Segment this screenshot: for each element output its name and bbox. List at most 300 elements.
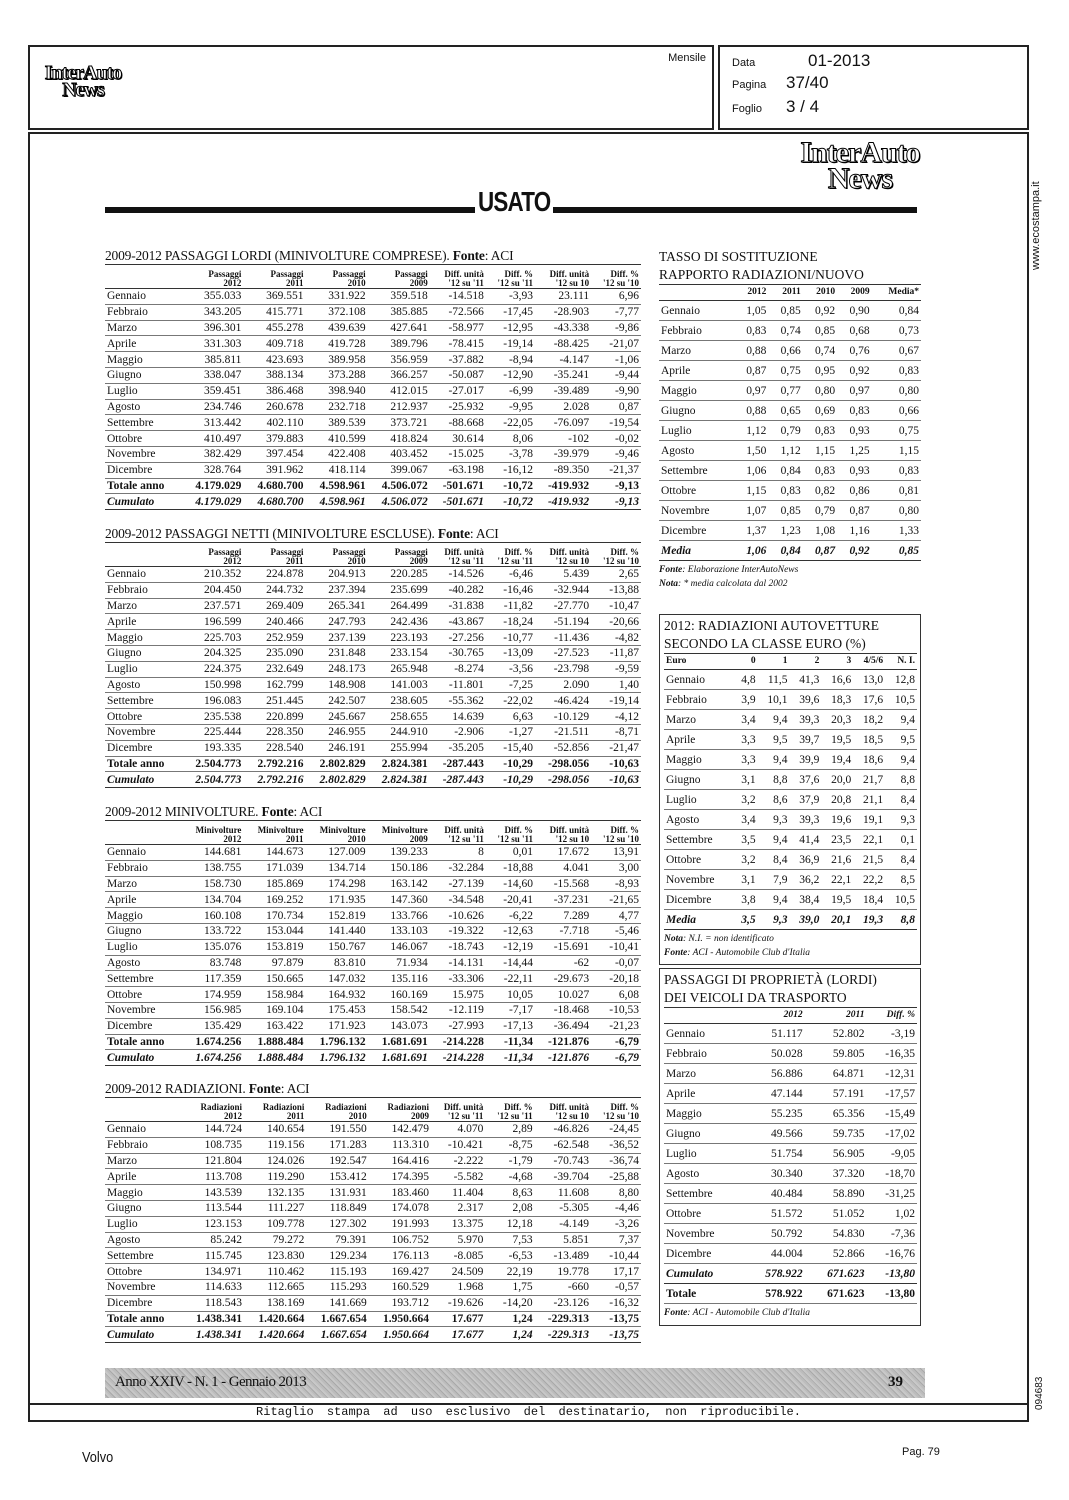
table-cell: -12,63 <box>503 925 534 938</box>
table-cell: Gennaio <box>661 304 700 317</box>
table-cell: 4,77 <box>618 909 639 922</box>
interauto-news-logo-large: InterAuto News <box>800 136 920 195</box>
table-cell: 83.748 <box>209 956 242 969</box>
table-cell: 153.819 <box>266 941 304 954</box>
table-cell: -27.993 <box>448 1020 484 1033</box>
table-cell: Media <box>666 913 697 926</box>
table-cell: 1,23 <box>780 524 801 537</box>
table-cell: 1.420.664 <box>258 1328 305 1341</box>
table-cell: -58.977 <box>448 321 484 334</box>
column-header: 2009 <box>850 287 870 298</box>
table-cell: 578.922 <box>765 1267 803 1280</box>
table-cell: 65.356 <box>832 1107 865 1120</box>
column-header: Minivolture 2009 <box>381 825 428 844</box>
table-cell: 191.550 <box>329 1123 367 1136</box>
table-cell: -43.338 <box>553 321 590 334</box>
table-cell: Luglio <box>107 385 138 398</box>
table-cell: -15.025 <box>448 448 484 461</box>
table-cell: 113.708 <box>205 1170 242 1183</box>
table-cell: 418.824 <box>390 432 428 445</box>
meta-value: 37/40 <box>786 73 829 92</box>
table-cell: 0,87 <box>815 544 836 557</box>
table-cell: -19,14 <box>609 694 639 707</box>
table-cell: 193.712 <box>391 1297 430 1310</box>
table-cell: 134.714 <box>328 862 366 875</box>
table-cell: 158.730 <box>204 877 242 890</box>
table-cell: Gennaio <box>107 1123 146 1136</box>
table-cell: 51.052 <box>832 1207 865 1220</box>
column-header: 4/5/6 <box>863 656 884 667</box>
table-cell: 47.144 <box>770 1087 803 1100</box>
table-cell: 260.678 <box>266 400 304 413</box>
table-cell: Settembre <box>666 1187 713 1200</box>
table-cell: -7,25 <box>509 678 534 691</box>
table-cell: -229.313 <box>547 1328 590 1341</box>
table-cell: 338.047 <box>204 369 242 382</box>
column-header: 2010 <box>816 287 836 298</box>
table-cell: 19.778 <box>557 1265 590 1278</box>
table-row <box>105 876 641 892</box>
table-cell: 51.572 <box>770 1207 803 1220</box>
table-cell: -35.241 <box>553 369 590 382</box>
table-cell: 0,95 <box>815 364 836 377</box>
table-cell: 5.970 <box>457 1233 484 1246</box>
column-header: Passaggi 2010 <box>332 269 366 288</box>
table-cell: 235.699 <box>390 584 428 597</box>
table-cell: 0,84 <box>780 544 801 557</box>
table-cell: -32.944 <box>553 584 590 597</box>
table-cell: 9,4 <box>773 713 788 726</box>
table-cell: 8,06 <box>512 432 534 445</box>
table-cell: 0,85 <box>780 504 801 517</box>
table-cell: -16,12 <box>503 464 534 477</box>
table-cell: 1.667.654 <box>320 1328 367 1341</box>
table-cell: 0,77 <box>780 384 801 397</box>
table-cell: 1.420.664 <box>258 1312 305 1325</box>
table-cell: 331.303 <box>204 337 242 350</box>
table-cell: 174.959 <box>204 988 242 1001</box>
table-cell: -36,52 <box>609 1139 639 1152</box>
table-cell: 4.179.029 <box>195 479 242 492</box>
table-cell: -419.932 <box>547 495 590 508</box>
table-cell: 379.883 <box>266 432 304 445</box>
column-header: 2011 <box>782 287 801 298</box>
table-cell: 2,08 <box>512 1202 533 1215</box>
table-cell: 8,8 <box>773 773 788 786</box>
average-row <box>659 541 921 561</box>
table-cell: 10.027 <box>557 988 590 1001</box>
table-row <box>105 724 641 740</box>
table-row <box>105 693 641 709</box>
table-cell: 244.910 <box>390 726 428 739</box>
table-cell: 150.767 <box>328 941 366 954</box>
table-row <box>664 1244 917 1264</box>
table-cell: 152.819 <box>328 909 366 922</box>
table-cell: -5,46 <box>615 925 639 938</box>
table-cell: -18,88 <box>503 862 534 875</box>
table-cell: Luglio <box>666 1147 697 1160</box>
table-row <box>664 850 917 870</box>
table-row <box>659 361 921 381</box>
table-cell: 0,84 <box>898 304 919 317</box>
table-cell: 18,4 <box>862 893 884 906</box>
table-cell: 1,06 <box>746 544 767 557</box>
table-cell: Luglio <box>107 1218 138 1231</box>
table-cell: 1.674.256 <box>195 1035 242 1048</box>
table-cell: 7,9 <box>773 873 788 886</box>
table-cell: 0,83 <box>815 424 836 437</box>
table-cell: 328.764 <box>204 464 242 477</box>
table-cell: Agosto <box>107 400 141 413</box>
table-cell: 255.994 <box>390 742 428 755</box>
table-cell: -17,45 <box>503 306 534 319</box>
table-cell: -15.568 <box>553 877 590 890</box>
column-header: 2 <box>814 656 820 667</box>
table-cell: -660 <box>567 1281 590 1294</box>
table-cell: 2.028 <box>563 400 590 413</box>
table-cell: -4.147 <box>559 353 590 366</box>
table-notes: Fonte: ACI - Automobile Club d'Italia <box>664 1308 811 1319</box>
table-cell: 0,79 <box>780 424 801 437</box>
table-cell: Dicembre <box>661 524 707 537</box>
column-header: Passaggi 2011 <box>270 269 304 288</box>
table-cell: 39,7 <box>799 733 820 746</box>
table-row <box>105 383 641 399</box>
table-row <box>105 399 641 415</box>
table-cell: 8,6 <box>773 793 788 806</box>
table-cell: 119.290 <box>267 1170 305 1183</box>
table-cell: 1,06 <box>746 464 767 477</box>
table-cell: 21,6 <box>831 853 852 866</box>
table-row <box>664 1044 917 1064</box>
table-cell: Febbraio <box>107 306 148 319</box>
table-cell: 252.959 <box>266 631 304 644</box>
table-cell: Dicembre <box>666 893 712 906</box>
table-cell: -36,74 <box>609 1154 639 1167</box>
table-row <box>105 415 641 431</box>
transport-vehicles-table <box>664 1007 917 1304</box>
meta-value: 3 / 4 <box>786 97 820 116</box>
table-cell: 3,4 <box>741 813 756 826</box>
table-cell: Maggio <box>107 1186 143 1199</box>
table-cell: 108.735 <box>204 1139 242 1152</box>
table-cell: 9,5 <box>900 733 915 746</box>
brand-label: Volvo <box>82 1449 114 1466</box>
table-cell: 51.754 <box>770 1147 803 1160</box>
table-cell: -13,75 <box>609 1328 639 1341</box>
table-cell: -4.149 <box>559 1218 590 1231</box>
table-cell: -39.704 <box>553 1170 590 1183</box>
table-row <box>105 677 641 693</box>
table-cell: -102 <box>568 432 590 445</box>
table-cell: 1.438.341 <box>195 1328 242 1341</box>
table-cell: 235.090 <box>266 647 304 660</box>
table-cell: -21,47 <box>609 742 639 755</box>
table-row <box>664 1204 917 1224</box>
table-cell: -11,82 <box>503 599 534 612</box>
table-cell: -62 <box>573 956 590 969</box>
table-row <box>659 501 921 521</box>
table-cell: 3,9 <box>741 693 756 706</box>
table-cell: 135.076 <box>204 941 242 954</box>
table-cell: 0,93 <box>849 424 870 437</box>
table-cell: -11,34 <box>503 1035 534 1048</box>
column-header <box>105 821 181 845</box>
table-cell: 1.950.664 <box>383 1312 430 1325</box>
table-cell: 397.454 <box>266 448 304 461</box>
table-cell: -27.770 <box>553 599 590 612</box>
table-cell: Aprile <box>107 615 137 628</box>
table-cell: -17,02 <box>885 1127 915 1140</box>
table-cell: 37.320 <box>832 1167 865 1180</box>
table-cell: -9,90 <box>615 385 639 398</box>
column-header: Diff. % '12 su '10 <box>602 269 639 288</box>
table-title: 2009-2012 RADIAZIONI. Fonte: ACI <box>105 1081 310 1096</box>
table-cell: -18.743 <box>448 941 484 954</box>
table-cell: 233.154 <box>390 647 428 660</box>
table-cell: 0,86 <box>849 484 870 497</box>
table-cell: Giugno <box>107 925 142 938</box>
column-header: Minivolture 2012 <box>195 825 242 844</box>
table-row <box>105 462 641 478</box>
table-cell: 138.755 <box>204 862 242 875</box>
column-header: Diff. unità '12 su 10 <box>549 825 590 844</box>
table-row <box>659 401 921 421</box>
table-cell: Febbraio <box>107 584 148 597</box>
table-cell: 3,1 <box>741 873 756 886</box>
table-cell: 41,3 <box>799 673 820 686</box>
table-cell: 147.032 <box>328 972 366 985</box>
table-cell: Giugno <box>107 369 142 382</box>
table-cell: -39.979 <box>553 448 590 461</box>
table-cell: -6,53 <box>508 1249 533 1262</box>
table-cell: 38,4 <box>799 893 820 906</box>
table-row <box>664 750 917 770</box>
table-cell: 237.571 <box>204 599 242 612</box>
table-cell: 228.350 <box>266 726 304 739</box>
table-cell: 2.824.381 <box>381 757 428 770</box>
table-cell: 17,6 <box>862 693 884 706</box>
table-cell: -31,25 <box>885 1187 915 1200</box>
table-cell: 196.083 <box>204 694 242 707</box>
table-row <box>105 1122 641 1138</box>
table-cell: 3,2 <box>741 793 756 806</box>
table-cell: 410.497 <box>204 432 242 445</box>
mini-transfers-table <box>105 820 641 1066</box>
table-cell: -9,86 <box>615 321 639 334</box>
table-cell: 52.866 <box>832 1247 865 1260</box>
interauto-news-logo: InterAuto News <box>44 62 122 101</box>
table-cell: 141.003 <box>390 678 428 691</box>
table-cell: 59.805 <box>832 1047 865 1060</box>
table-cell: -10,29 <box>503 757 534 770</box>
table-cell: 427.641 <box>390 321 428 334</box>
table-row <box>664 730 917 750</box>
table-cell: 6,96 <box>618 290 639 303</box>
table-cell: 2.802.829 <box>319 757 366 770</box>
table-title: TASSO DI SOSTITUZIONE RAPPORTO RADIAZIONI/NUOVO <box>659 249 864 283</box>
table-cell: -6,79 <box>615 1035 639 1048</box>
table-cell: 248.173 <box>328 663 366 676</box>
page-indicator: Pag. 79 <box>902 1446 940 1458</box>
table-row <box>105 614 641 630</box>
table-cell: 118.849 <box>329 1202 367 1215</box>
table-cell: Dicembre <box>107 1297 153 1310</box>
table-cell: -55.362 <box>448 694 484 707</box>
table-cell: -10,72 <box>503 479 534 492</box>
table-cell: -30.765 <box>448 647 484 660</box>
table-cell: 160.108 <box>204 909 242 922</box>
table-row <box>105 582 641 598</box>
column-header: Diff. % '12 su '11 <box>497 1102 533 1121</box>
table-cell: Cumulato <box>666 1267 714 1280</box>
table-cell: Agosto <box>107 1233 141 1246</box>
table-cell: 391.962 <box>266 464 304 477</box>
table-cell: -21,07 <box>609 337 639 350</box>
column-header: Diff. % '12 su '10 <box>602 547 639 566</box>
table-cell: 0,75 <box>898 424 919 437</box>
table-row <box>659 441 921 461</box>
table-title: 2009-2012 PASSAGGI LORDI (MINIVOLTURE COMPRESE). Fonte: ACI <box>105 248 514 263</box>
table-cell: 171.935 <box>328 893 366 906</box>
table-cell: 3,2 <box>741 853 756 866</box>
table-row <box>664 790 917 810</box>
table-cell: 8,5 <box>900 873 915 886</box>
table-cell: Ottobre <box>661 484 697 497</box>
table-cell: 1.968 <box>457 1281 484 1294</box>
table-cell: 11.404 <box>452 1186 484 1199</box>
table-cell: 6,63 <box>512 710 534 723</box>
section-rule-right <box>553 207 917 213</box>
table-cell: 39,3 <box>799 813 820 826</box>
table-cell: -2.222 <box>453 1154 484 1167</box>
table-cell: 204.450 <box>204 584 242 597</box>
table-row <box>105 431 641 447</box>
table-cell: Totale anno <box>107 757 165 770</box>
table-cell: -5.582 <box>453 1170 484 1183</box>
table-cell: 0,93 <box>849 464 870 477</box>
table-cell: 578.922 <box>765 1287 803 1300</box>
column-header <box>105 265 181 289</box>
table-row <box>105 598 641 614</box>
table-row <box>105 567 641 583</box>
table-cell: -9,59 <box>615 663 639 676</box>
table-cell: 0,82 <box>815 484 836 497</box>
table-cell: 240.466 <box>266 615 304 628</box>
table-row <box>659 301 921 321</box>
table-cell: -1,27 <box>509 726 534 739</box>
table-cell: 22,1 <box>862 833 884 846</box>
table-cell: 39,9 <box>799 753 820 766</box>
column-header: Diff. unità '12 su 10 <box>549 1102 590 1121</box>
table-cell: 1.681.691 <box>381 1051 428 1064</box>
table-cell: -21,23 <box>609 1020 639 1033</box>
table-cell: -11,34 <box>503 1051 534 1064</box>
table-cell: 1.888.484 <box>257 1051 304 1064</box>
table-cell: 19,5 <box>831 733 852 746</box>
table-cell: 0,81 <box>898 484 919 497</box>
table-cell: -21,37 <box>609 464 639 477</box>
table-cell: 58.890 <box>832 1187 865 1200</box>
table-row <box>664 690 917 710</box>
table-cell: 1,08 <box>815 524 836 537</box>
table-row <box>664 710 917 730</box>
table-cell: 1.667.654 <box>320 1312 367 1325</box>
table-cell: Maggio <box>107 631 143 644</box>
table-cell: -4,46 <box>615 1202 639 1215</box>
table-cell: 0,74 <box>780 324 801 337</box>
table-cell: 141.669 <box>329 1297 367 1310</box>
table-cell: -14.518 <box>448 290 484 303</box>
table-cell: 18,2 <box>862 713 884 726</box>
table-cell: -10,63 <box>609 757 639 770</box>
table-cell: 83.810 <box>334 956 366 969</box>
column-header: Radiazioni 2011 <box>262 1102 305 1121</box>
table-cell: -214.228 <box>442 1035 484 1048</box>
table-cell: 0,90 <box>849 304 870 317</box>
table-cell: -16,35 <box>885 1047 915 1060</box>
table-cell: 9,5 <box>773 733 788 746</box>
table-cell: 40.484 <box>770 1187 803 1200</box>
table-cell: 220.899 <box>266 710 304 723</box>
table-cell: 169.104 <box>266 1004 304 1017</box>
table-cell: 174.078 <box>391 1202 430 1215</box>
table-cell: 3,8 <box>741 893 756 906</box>
table-cell: 9,4 <box>773 893 788 906</box>
table-cell: 396.301 <box>204 321 242 334</box>
table-cell: 1,24 <box>512 1328 533 1341</box>
table-cell: 134.704 <box>204 893 242 906</box>
table-cell: 2,89 <box>512 1123 533 1136</box>
table-cell: 0,87 <box>618 400 639 413</box>
table-cell: 1,05 <box>746 304 767 317</box>
table-row <box>105 1137 641 1153</box>
column-header: Diff. unità '12 su '11 <box>444 825 484 844</box>
table-cell: 5.851 <box>563 1233 590 1246</box>
table-cell: 3,3 <box>741 753 756 766</box>
table-cell: 422.408 <box>328 448 366 461</box>
table-cell: Settembre <box>107 694 154 707</box>
table-cell: 385.885 <box>390 306 428 319</box>
table-row <box>105 1279 641 1295</box>
table-cell: 110.462 <box>267 1265 305 1278</box>
table-cell: 162.799 <box>266 678 304 691</box>
table-cell: -15.691 <box>553 941 590 954</box>
table-cell: Marzo <box>661 344 692 357</box>
table-cell: Ottobre <box>107 710 143 723</box>
table-cell: Luglio <box>107 941 138 954</box>
table-cell: Settembre <box>661 464 708 477</box>
table-cell: 141.440 <box>328 925 366 938</box>
table-cell: 355.033 <box>204 290 242 303</box>
table-row <box>659 321 921 341</box>
table-cell: -20,41 <box>503 893 534 906</box>
table-row <box>664 890 917 910</box>
table-cell: 127.009 <box>328 846 366 859</box>
column-header: Diff. % '12 su '11 <box>497 547 534 566</box>
table-cell: 223.193 <box>390 631 428 644</box>
table-row <box>664 1184 917 1204</box>
table-cell: 18,5 <box>862 733 884 746</box>
table-cell: -13,75 <box>609 1312 639 1325</box>
table-cell: 369.551 <box>266 290 304 303</box>
table-cell: 150.665 <box>266 972 304 985</box>
table-cell: Novembre <box>107 726 156 739</box>
table-cell: 9,4 <box>773 833 788 846</box>
table-cell: 0,74 <box>815 344 836 357</box>
table-cell: -18,24 <box>503 615 534 628</box>
table-cell: Aprile <box>666 733 696 746</box>
